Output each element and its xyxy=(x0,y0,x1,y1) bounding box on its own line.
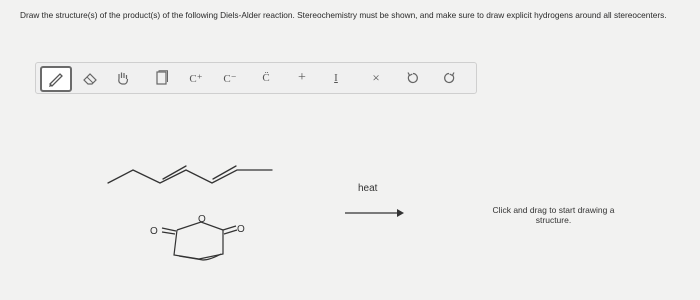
pencil-icon xyxy=(47,71,65,87)
add-label: + xyxy=(298,70,306,85)
reaction-scheme xyxy=(0,100,700,300)
redo-tool-button[interactable] xyxy=(436,65,462,91)
cation-label: C⁺ xyxy=(189,72,203,85)
text-tool-button[interactable] xyxy=(323,65,349,91)
anion-tool-button[interactable] xyxy=(217,65,243,91)
eraser-tool-button[interactable] xyxy=(78,65,104,91)
eraser-icon xyxy=(82,71,100,85)
hand-icon xyxy=(115,70,131,86)
drawing-canvas[interactable] xyxy=(0,100,700,300)
undo-icon xyxy=(406,71,420,85)
undo-tool-button[interactable] xyxy=(400,65,426,91)
carbonyl-oxygen-right-label: O xyxy=(237,224,245,235)
diene-structure xyxy=(108,166,272,183)
lone-pair-tool-button[interactable] xyxy=(253,65,279,91)
anion-label: C⁻ xyxy=(223,72,237,85)
pencil-tool-button[interactable] xyxy=(40,66,72,92)
clear-label: × xyxy=(372,70,380,85)
cation-tool-button[interactable] xyxy=(183,65,209,91)
reaction-condition-label: heat xyxy=(358,183,378,194)
clear-tool-button[interactable] xyxy=(363,65,389,91)
canvas-hint-text: Click and drag to start drawing a structure. xyxy=(492,205,615,225)
ring-oxygen-label: O xyxy=(198,214,206,225)
lone-pair-label: C̈ xyxy=(262,72,270,84)
redo-icon xyxy=(442,71,456,85)
instructions-text: Draw the structure(s) of the product(s) of the following Diels-Alder reaction. Stereochemistry must be shown, and make sure to draw explicit hydrogens around all stereocenters. xyxy=(20,10,667,20)
hand-tool-button[interactable] xyxy=(110,65,136,91)
template-icon xyxy=(155,70,169,86)
drawing-toolbar xyxy=(35,62,477,94)
carbonyl-oxygen-left-label: O xyxy=(150,226,158,237)
add-tool-button[interactable] xyxy=(289,65,315,91)
text-label: I xyxy=(334,72,338,84)
maleic-anhydride-structure xyxy=(162,222,237,260)
reaction-arrow xyxy=(345,209,404,217)
template-tool-button[interactable] xyxy=(149,65,175,91)
